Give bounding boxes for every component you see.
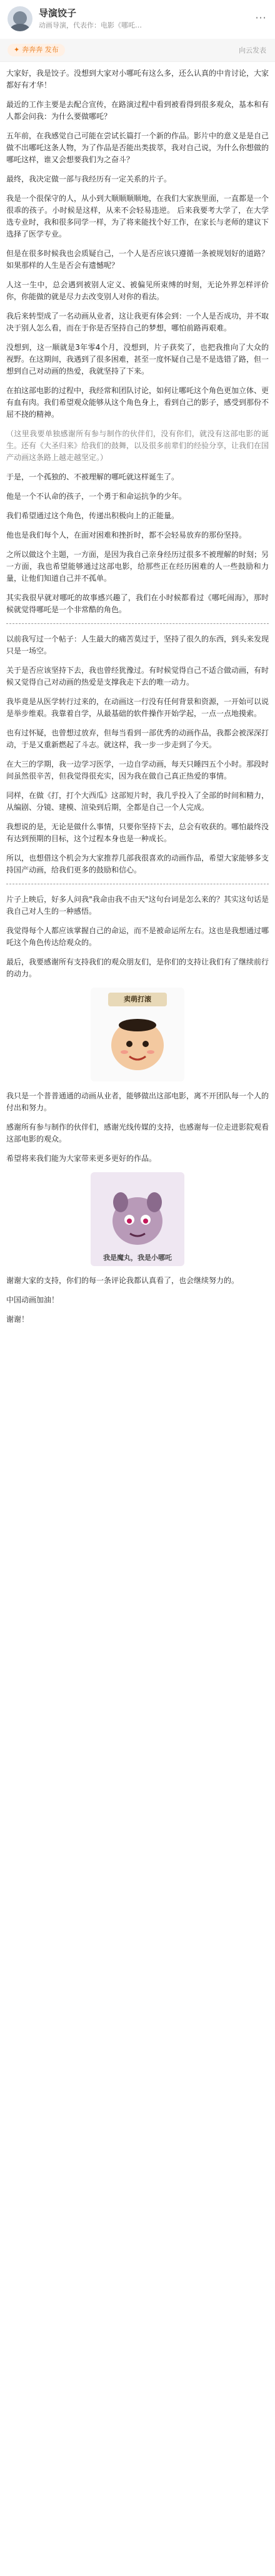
paragraph: 于是，一个孤独的、不被理解的哪吒就这样诞生了。 bbox=[6, 473, 179, 481]
post-header bbox=[0, 0, 275, 39]
paragraph: 片子上映后，好多人问我"我命由我不由天"这句台词是怎么来的？其实这句话是我自己对人生的一种感悟。 bbox=[6, 895, 269, 916]
paragraph: 我想说的是，无论是做什么事情，只要你坚持下去，总会有收获的。哪怕最终没有达到预期的目标，这个过程本身也是一种成长。 bbox=[6, 822, 269, 843]
tagbar-right-text: 向云发表 bbox=[239, 46, 266, 54]
sticker-image-1[interactable] bbox=[91, 988, 184, 1081]
paragraph-aside: （这里我要单独感谢所有参与制作的伙伴们，没有你们，就没有这部电影的诞生。还有《大圣归来》给我们的鼓舞，以及很多前辈们的经验分享，让我们在国产动画这条路上越走越坚定。） bbox=[6, 429, 269, 462]
signature-line: 谢谢！ bbox=[6, 1315, 29, 1324]
paragraph: 我只是一个普普通通的动画从业者，能够做出这部电影，离不开团队每一个人的付出和努力。 bbox=[6, 1091, 269, 1112]
paragraph: 五年前，在我感觉自己可能在尝试长篇打一个新的作品。影片中的意义是是自己做不出哪吒这条人物，为了作品是否能出类拔萃，我对自己说，为什么你想做的哪吒这样，谁又会想要我们为之奋斗？ bbox=[6, 131, 269, 164]
paragraph: 其实我很早就对哪吒的故事感兴趣了，我们在小时候都看过《哪吒闹海》，那时候就觉得哪吒是一个非常酷的角色。 bbox=[6, 593, 269, 614]
section-divider bbox=[6, 623, 269, 625]
avatar-face bbox=[13, 11, 27, 25]
paragraph: 他是一个不认命的孩子，一个勇于和命运抗争的少年。 bbox=[6, 492, 187, 501]
avatar[interactable] bbox=[8, 6, 32, 31]
paragraph: 我毕竟是从医学转行过来的，在动画这一行没有任何背景和资源，一开始可以说是举步维艰。我靠着自学，从最基础的软件操作开始学起，一点一点地摸索。 bbox=[6, 697, 269, 718]
avatar-body bbox=[10, 24, 30, 31]
paragraph: 他也是我们每个人，在面对困难和挫折时，都不会轻易放弃的那份坚持。 bbox=[6, 531, 247, 539]
star-icon: ✦ bbox=[14, 46, 20, 54]
paragraph: 关于是否应该坚持下去，我也曾经犹豫过。有时候觉得自己不适合做动画，有时候又觉得自己对动画的热爱是支撑我走下去的唯一动力。 bbox=[6, 666, 269, 687]
author-subline: 动画导演，代表作：电影《哪吒… bbox=[39, 21, 142, 29]
sticker-2-caption: 我是魔丸，我是小哪吒 bbox=[103, 1254, 172, 1262]
paragraph: 同样，在做《打，打个大西瓜》这部短片时，我几乎投入了全部的时间和精力，从编剧、分镜、建模、渲染到后期，全都是自己一个人完成。 bbox=[6, 791, 269, 812]
sticker-1-badge: 卖萌打滚 bbox=[108, 993, 167, 1006]
paragraph: 谢谢大家的支持，你们的每一条评论我都认真看了，也会继续努力的。 bbox=[6, 1276, 239, 1285]
more-icon[interactable]: ⋯ bbox=[255, 11, 266, 24]
paragraph: 中国动画加油！ bbox=[6, 1296, 59, 1304]
topic-tag[interactable] bbox=[8, 44, 65, 56]
author-name[interactable]: 导演饺子 bbox=[39, 8, 77, 19]
paragraph: 所以，也想借这个机会为大家推荐几部我很喜欢的动画作品，希望大家能够多支持国产动画，给我们更多的鼓励和信心。 bbox=[6, 854, 269, 874]
paragraph: 希望将来我们能为大家带来更多更好的作品。 bbox=[6, 1154, 157, 1163]
paragraph: 在拍这部电影的过程中，我经常和团队讨论，如何让哪吒这个角色更加立体、更有血有肉。我们希望观众能够从这个角色身上，看到自己的影子，感受到那份不屈不挠的精神。 bbox=[6, 386, 269, 419]
paragraph: 以前我写过一个帖子：人生最大的痛苦莫过于，坚持了很久的东西，到头来发现只是一场空。 bbox=[6, 635, 269, 655]
paragraph: 最后，我要感谢所有支持我们的观众朋友们，是你们的支持让我们有了继续前行的动力。 bbox=[6, 958, 269, 978]
section-divider bbox=[6, 884, 269, 885]
article-body bbox=[6, 68, 269, 1324]
paragraph: 之所以做这个主题，一方面，是因为我自己亲身经历过很多不被理解的时刻；另一方面，我也希望能够通过这部电影，给那些正在经历困难的人一些鼓励和力量，让他们知道自己并不孤单。 bbox=[6, 550, 269, 583]
paragraph: 我们希望通过这个角色，传递出积极向上的正能量。 bbox=[6, 511, 179, 520]
paragraph: 我后来转型成了一名动画从业者，这让我更有体会到：一个人是否成功，并不取决于别人怎么看，而在于你是否坚持自己的梦想，哪怕前路再艰难。 bbox=[6, 312, 269, 332]
paragraph: 也有过怀疑，也曾想过放弃，但每当看到一部优秀的动画作品，我都会被深深打动，于是又重新燃起了斗志。就这样，我一步一步走到了今天。 bbox=[6, 728, 269, 749]
paragraph: 我是一个很保守的人，从小到大顺顺顺顺地，在我们大家族里面，一直都是一个很乖的孩子。小时候是这样，从来不会轻易违逆。 后来我要考大学了，在大学选专业时，我和很多同学一样，为了将来能找个好工作，在家长与老师的建议下选择了医学专业。 bbox=[6, 194, 269, 238]
topic-tag-label: 奔奔奔 发布 bbox=[22, 46, 59, 54]
paragraph: 但是在很多时候我也会质疑自己，一个人是否应该只遵循一条被规划好的道路？如果那样的人生是否会有遗憾呢？ bbox=[6, 249, 269, 270]
paragraph: 没想到，这一顺就是3年零4个月，没想到，片子获奖了，也把我推向了大众的视野。在这期间，我遇到了很多困难，甚至一度怀疑自己是不是选错了路，但一想到自己对动画的热爱，我就坚持了下来。 bbox=[6, 343, 269, 376]
paragraph: 大家好，我是饺子。没想到大家对小哪吒有这么多，还么认真的中肯讨论，大家都好有才华！ bbox=[6, 69, 269, 89]
paragraph: 最终，我决定做一部与我经历有一定关系的片子。 bbox=[6, 175, 172, 183]
sticker-image-2[interactable] bbox=[91, 1172, 184, 1266]
paragraph: 最近的工作主要是去配合宣传，在路演过程中看到被看得到很多观众，基本和有人都会问我：为什么要做哪吒？ bbox=[6, 100, 269, 121]
paragraph: 人这一生中，总会遇到被别人定义、被偏见所束缚的时刻，无论外界怎样评价你，你能做的就是尽力去改变别人对你的看法。 bbox=[6, 280, 269, 301]
paragraph: 我觉得每个人都应该掌握自己的命运，而不是被命运所左右。这也是我想通过哪吒这个角色传达给观众的。 bbox=[6, 926, 269, 947]
paragraph: 感谢所有参与制作的伙伴们，感谢光线传媒的支持，也感谢每一位走进影院观看这部电影的观众。 bbox=[6, 1123, 269, 1143]
paragraph: 在大三的学期，我一边学习医学，一边自学动画，每天只睡四五个小时。那段时间虽然很辛苦，但我觉得很充实，因为我在做自己真正热爱的事情。 bbox=[6, 760, 269, 780]
tag-bar bbox=[0, 39, 275, 62]
